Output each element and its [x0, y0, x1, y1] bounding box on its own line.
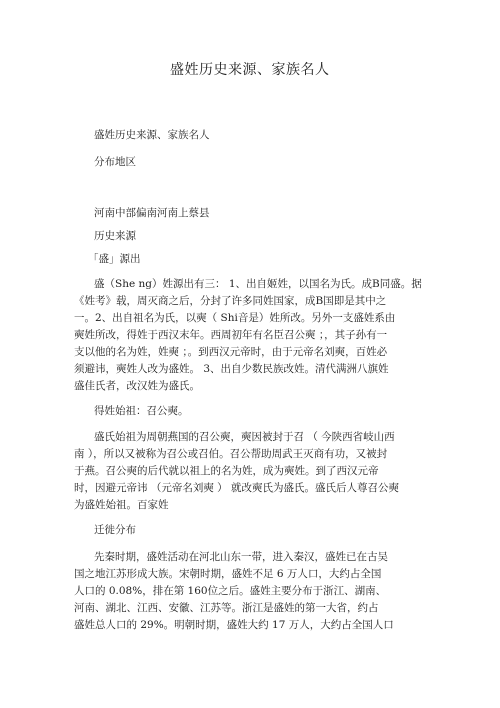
subtitle-line: 盛姓历史来源、家族名人: [94, 129, 210, 141]
paragraph-line: 一。2、出自祖名为氏，以奭（ Shi音是）姓所改。另外一支盛姓系由: [74, 312, 396, 324]
paragraph-line: 须避讳，奭姓人改为盛姓。 3、出自少数民族改姓。清代满洲八旗姓: [74, 363, 389, 375]
paragraph-line: 国之地江苏形成大族。宋朝时期，盛姓不足 6 万人口，大约占全国: [74, 568, 382, 580]
distribution-text: 河南中部偏南河南上蔡县: [94, 207, 210, 219]
paragraph-line: 盛氏始祖为周朝燕国的召公奭，奭因被封于召 （ 今陕西省岐山西: [94, 431, 395, 443]
paragraph-line: 人口的 0.08%，排在第 160位之后。盛姓主要分布于浙江、湖南、: [74, 585, 387, 597]
founder-line: 得姓始祖：召公奭。: [94, 405, 189, 417]
paragraph-line: 盛佳氏者，改汉姓为盛氏。: [74, 380, 200, 392]
section-heading-history: 历史来源: [94, 230, 136, 242]
page-title: 盛姓历史来源、家族名人: [170, 62, 330, 78]
section-heading-distribution: 分布地区: [94, 156, 136, 168]
paragraph-line: 先秦时期，盛姓活动在河北山东一带，进入秦汉，盛姓已在古吴: [94, 551, 388, 563]
paragraph-line: 于燕。召公奭的后代就以祖上的名为姓，成为奭姓。到了西汉元帝: [74, 465, 379, 477]
paragraph-line: 支以他的名为姓，姓奭 ；。到西汉元帝时，由于元帝名刘奭，百姓必: [74, 346, 388, 358]
paragraph-line: 河南、湖北、江西、安徽、江苏等。浙江是盛姓的第一大省，约占: [74, 602, 379, 614]
paragraph-line: 为盛姓始祖。百家姓: [74, 499, 169, 511]
paragraph-line: 盛姓总人口的 29%。明朝时期，盛姓大约 17 万人，大约占全国人口: [74, 619, 394, 631]
paragraph-line: 《姓考》载，周灭商之后，分封了许多同姓国家，成B国即是其中之: [74, 295, 387, 307]
section-heading-migration: 迁徙分布: [94, 524, 136, 536]
paragraph-line: 奭姓所改，得姓于西汉末年。西周初年有名臣召公奭 ；，其子孙有一: [74, 329, 388, 341]
paragraph-line: 南 ），所以又被称为召公或召伯。召公帮助周武王灭商有功，又被封: [74, 448, 388, 460]
paragraph-line: 盛（She ng）姓源出有三： 1、出自姬姓，以国名为氏。成B同盛。据: [94, 278, 422, 290]
paragraph-line: 时，因避元帝讳 （元帝名刘奭 ） 就改奭氏为盛氏。盛氏后人尊召公奭: [74, 482, 400, 494]
origin-heading: 「盛」源出: [88, 253, 141, 265]
